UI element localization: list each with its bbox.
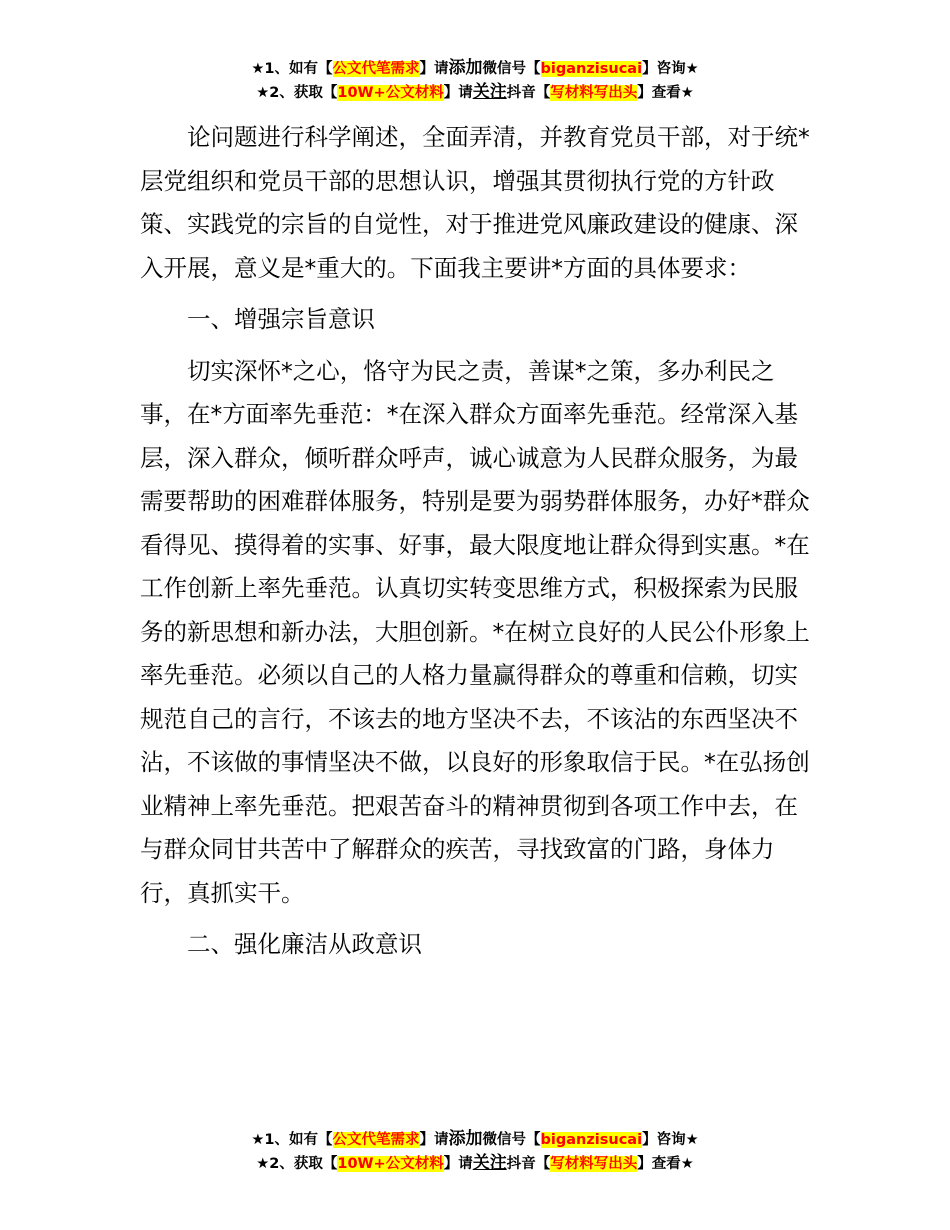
banner-text: 】查看★ bbox=[637, 1156, 694, 1172]
banner-text: ★2、获取【 bbox=[256, 1156, 338, 1172]
banner-emphasis: 添加 bbox=[448, 58, 483, 78]
banner-line-2 bbox=[0, 81, 950, 105]
header-banner bbox=[0, 57, 950, 105]
banner-text: ★1、如有【 bbox=[251, 1132, 333, 1148]
banner-text: 微信号【 bbox=[482, 61, 541, 77]
banner-text: 】请 bbox=[419, 1132, 449, 1148]
banner-line-1 bbox=[0, 1128, 950, 1152]
banner-text: 抖音【 bbox=[506, 1156, 551, 1172]
footer-banner bbox=[0, 1128, 950, 1176]
document-body bbox=[140, 116, 812, 975]
banner-line-2 bbox=[0, 1152, 950, 1176]
paragraph-intro: 论问题进行科学阐述，全面弄清，并教育党员干部，对于统*层党组织和党员干部的思想认识，增强其贯彻执行党的方针政策、实践党的宗旨的自觉性，对于推进党风廉政建设的健康、深入开展，意义是*重大的。下面我主要讲*方面的具体要求： bbox=[140, 123, 810, 282]
banner-emphasis: 添加 bbox=[448, 1129, 483, 1149]
banner-highlight: 公文代笔需求 bbox=[332, 61, 420, 77]
banner-text: 抖音【 bbox=[506, 85, 551, 101]
banner-line-1 bbox=[0, 57, 950, 81]
banner-emphasis: 关注 bbox=[472, 1153, 507, 1173]
banner-highlight: 10W+公文材料 bbox=[337, 85, 444, 101]
section-heading-1: 一、增强宗旨意识 bbox=[187, 305, 375, 333]
banner-emphasis: 关注 bbox=[472, 82, 507, 102]
banner-highlight: biganzisucai bbox=[540, 61, 643, 77]
section-heading-2: 二、强化廉洁从政意识 bbox=[187, 930, 422, 958]
banner-highlight: 写材料写出头 bbox=[550, 85, 638, 101]
banner-text: 】查看★ bbox=[637, 85, 694, 101]
banner-text: ★2、获取【 bbox=[256, 85, 338, 101]
banner-text: 微信号【 bbox=[482, 1132, 541, 1148]
banner-text: 】咨询★ bbox=[642, 61, 699, 77]
banner-text: 】请 bbox=[443, 1156, 473, 1172]
paragraph-purpose: 切实深怀*之心，恪守为民之责，善谋*之策，多办利民之事，在*方面率先垂范：*在深入群众方面率先垂范。经常深入基层，深入群众，倾听群众呼声，诚心诚意为人民群众服务，为最需要帮助的困难群体服务，特别是要为弱势群体服务，办好*群众看得见、摸得着的实事、好事，最大限度地让群众得到实惠。*在工作创新上率先垂范。认真切实转变思维方式，积极探索为民服务的新思想和新办法，大胆创新。*在树立良好的人民公仆形象上率先垂范。必须以自己的人格力量赢得群众的尊重和信赖，切实规范自己的言行，不该去的地方坚决不去，不该沾的东西坚决不沾，不该做的事情坚决不做，以良好的形象取信于民。*在弘扬创业精神上率先垂范。把艰苦奋斗的精神贯彻到各项工作中去，在与群众同甘共苦中了解群众的疾苦，寻找致富的门路，身体力行，真抓实干。 bbox=[140, 356, 810, 907]
banner-text: 】请 bbox=[443, 85, 473, 101]
banner-highlight: 10W+公文材料 bbox=[337, 1156, 444, 1172]
banner-highlight: biganzisucai bbox=[540, 1132, 643, 1148]
banner-text: ★1、如有【 bbox=[251, 61, 333, 77]
banner-text: 】请 bbox=[419, 61, 449, 77]
banner-highlight: 公文代笔需求 bbox=[332, 1132, 420, 1148]
banner-highlight: 写材料写出头 bbox=[550, 1156, 638, 1172]
banner-text: 】咨询★ bbox=[642, 1132, 699, 1148]
